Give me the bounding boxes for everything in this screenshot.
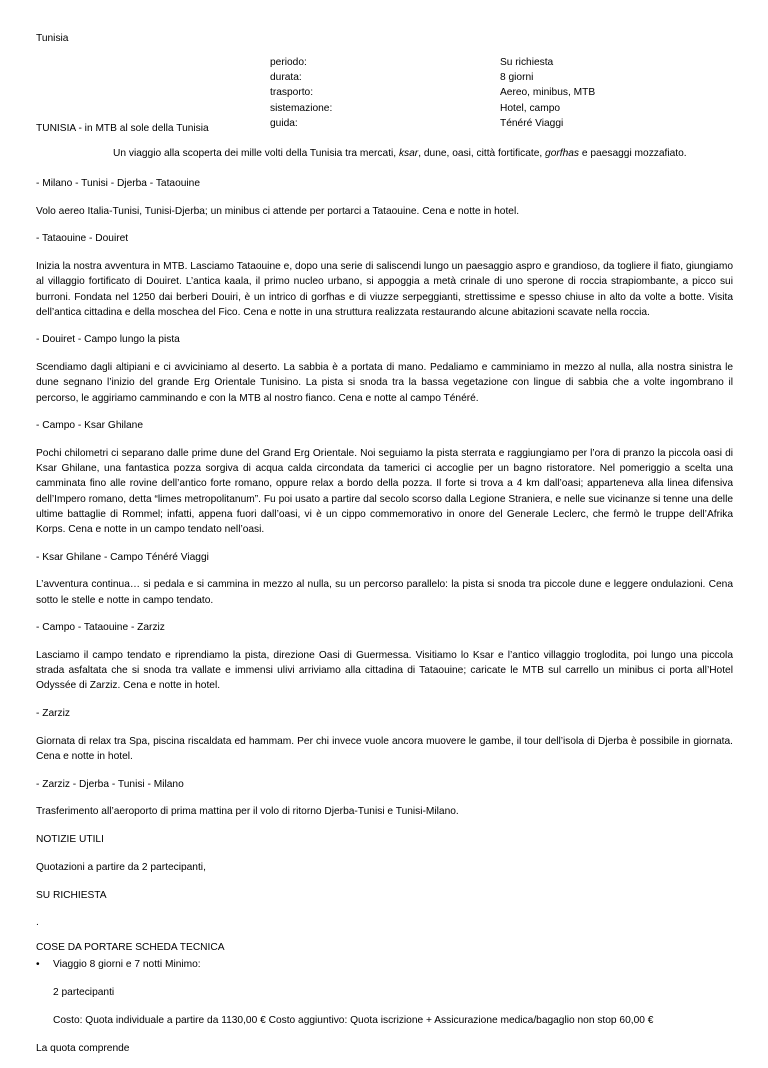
info-label-guide: guida:: [270, 117, 298, 129]
trip-subtitle: TUNISIA - in MTB al sole della Tunisia: [36, 123, 209, 134]
day-heading: - Campo - Tataouine - Zarziz: [36, 622, 165, 634]
document-title: Tunisia: [36, 33, 69, 44]
day-heading: - Douiret - Campo lungo la pista: [36, 334, 180, 346]
day-text: L’avventura continua… si pedala e si cammina in mezzo al nulla, su un percorso parallelo: la pista si snoda tra piccole dune e leggere ondulazioni. Cena sotto le stelle e notte in campo tendato.: [36, 579, 733, 606]
intro-text-e: e paesaggi mozzafiato.: [579, 148, 687, 159]
day-heading: - Ksar Ghilane - Campo Ténéré Viaggi: [36, 551, 209, 563]
day-text: Scendiamo dagli altipiani e ci avviciniamo al deserto. La sabbia è a portata di mano. Pedaliamo e camminiamo in mezzo al nulla, alla nostra sinistra le dune segnano l’inizio del grande Erg Orientale Tunisino. La pista si snoda tra la bassa vegetazione con lingue di sabbia che a volte ingombrano il percorso, le aggiriamo camminando e con la MTB al nostro fianco. Cena e notte al campo Ténéré.: [36, 362, 733, 404]
intro-text-c: , dune, oasi, città fortificate,: [418, 148, 546, 159]
bullet-glyph: •: [36, 959, 40, 971]
includes-heading: La quota comprende: [36, 1042, 130, 1054]
cost-note: Costo: Quota individuale a partire da 1130,00 € Costo aggiuntivo: Quota iscrizione + Assicurazione medica/bagaglio non stop 60,00 €: [53, 1014, 654, 1026]
day-text: Giornata di relax tra Spa, piscina riscaldata ed hammam. Per chi invece vuole ancora muovere le gambe, il tour dell’isola di Djerba è possibile in giornata. Cena e notte in hotel.: [36, 735, 733, 762]
day-heading: - Milano - Tunisi - Djerba - Tataouine: [36, 178, 201, 189]
trip-info-labels: [270, 55, 332, 131]
info-value-guide: Ténéré Viaggi: [500, 117, 564, 129]
trip-info-values: [500, 55, 595, 131]
info-label-accommodation: sistemazione:: [270, 102, 333, 114]
itinerary: [36, 176, 733, 1068]
items-heading: COSE DA PORTARE SCHEDA TECNICA: [36, 942, 225, 954]
info-label-period: periodo:: [270, 57, 307, 68]
day-heading: - Zarziz: [36, 708, 70, 720]
info-label-transport: trasporto:: [270, 87, 314, 99]
info-value-transport: Aereo, minibus, MTB: [500, 87, 596, 99]
info-value-accommodation: Hotel, campo: [500, 102, 561, 114]
intro-paragraph: [113, 148, 687, 159]
day-heading: - Zarziz - Djerba - Tunisi - Milano: [36, 778, 184, 790]
quote-note: Quotazioni a partire da 2 partecipanti,: [36, 861, 206, 873]
separator-dot: .: [36, 917, 39, 929]
intro-text-a: Un viaggio alla scoperta dei mille volti della Tunisia tra mercati,: [113, 148, 399, 159]
day-heading: - Tataouine - Douiret: [36, 233, 129, 245]
day-text: Lasciamo il campo tendato e riprendiamo la pista, direzione Oasi di Guermessa. Visitiamo lo Ksar e l’antico villaggio troglodita, poi lungo una piccola strada asfaltata che si snoda tra vallate e immensi ulivi arriviamo alla cittadina di Tataouine; caricate le MTB sul carrello un minibus ci porta all’Hotel Odyssée di Zarziz. Cena e notte in hotel.: [36, 649, 733, 692]
intro-gorfhas: gorfhas: [545, 148, 580, 159]
day-text: Volo aereo Italia-Tunisi, Tunisi-Djerba; un minibus ci attende per portarci a Tataouine. Cena e notte in hotel.: [36, 205, 520, 217]
intro-ksar: ksar: [398, 148, 419, 159]
day-heading: - Campo - Ksar Ghilane: [36, 420, 144, 432]
on-request-note: SU RICHIESTA: [36, 889, 107, 901]
day-text: Inizia la nostra avventura in MTB. Lasciamo Tataouine e, dopo una serie di saliscendi lungo un paesaggio aspro e grandioso, da togliere il fiato, giungiamo al villaggio fortificato di Douiret. L’antica kaala, il primo nucleo urbano, si appoggia a metà crinale di uno sperone di roccia strapiombante, a picco sui burroni. Fondata nel 1250 dai berberi Douiri, è un intrico di gorfhas e di viuzze serpeggianti, strettissime e spesso chiuse in alto da volte a botte. Visita dell’antica cittadina e della moschea del Fico. Cena e notte in una struttura realizzata restaurando alcune abitazioni scavate nella roccia.: [36, 261, 733, 318]
info-value-period: Su richiesta: [500, 57, 554, 68]
notes-heading: NOTIZIE UTILI: [36, 834, 104, 846]
day-text: Pochi chilometri ci separano dalle prime dune del Grand Erg Orientale. Noi seguiamo la pista sterrata e raggiungiamo per l’ora di pranzo la piccola oasi di Ksar Ghilane, una fantastica pozza sorgiva di acqua calda circondata da tamerici ci accoglie per un bagno ristoratore. Nel pomeriggio a scelta una camminata fino alle rovine dell’antico forte romano, oppure relax a bordo della pozza. Il forte si trova a 4 km dall’oasi; apparteneva alla linea difensiva dell’Impero romano, detta “limes metropolitanum”. Fu poi usato a partire dal secolo scorso dalla Legione Straniera, e nelle sue vicinanze si tenne una delle ultime battaglie di Rommel; infatti, appena fuori dall’oasi, vi è un cippo commemorativo in onore del Generale Leclerc, che fermò le truppe dell’Afrika Korps. Cena e notte in un campo tendato nell’oasi.: [36, 447, 733, 535]
info-value-duration: 8 giorni: [500, 72, 534, 84]
bullet-text: Viaggio 8 giorni e 7 notti Minimo:: [53, 959, 201, 971]
bullet-item: [36, 957, 733, 972]
info-label-duration: durata:: [270, 72, 302, 84]
day-text: Trasferimento all’aeroporto di prima mattina per il volo di ritorno Djerba-Tunisi e Tunisi-Milano.: [36, 806, 459, 818]
participants-note: 2 partecipanti: [53, 987, 115, 999]
